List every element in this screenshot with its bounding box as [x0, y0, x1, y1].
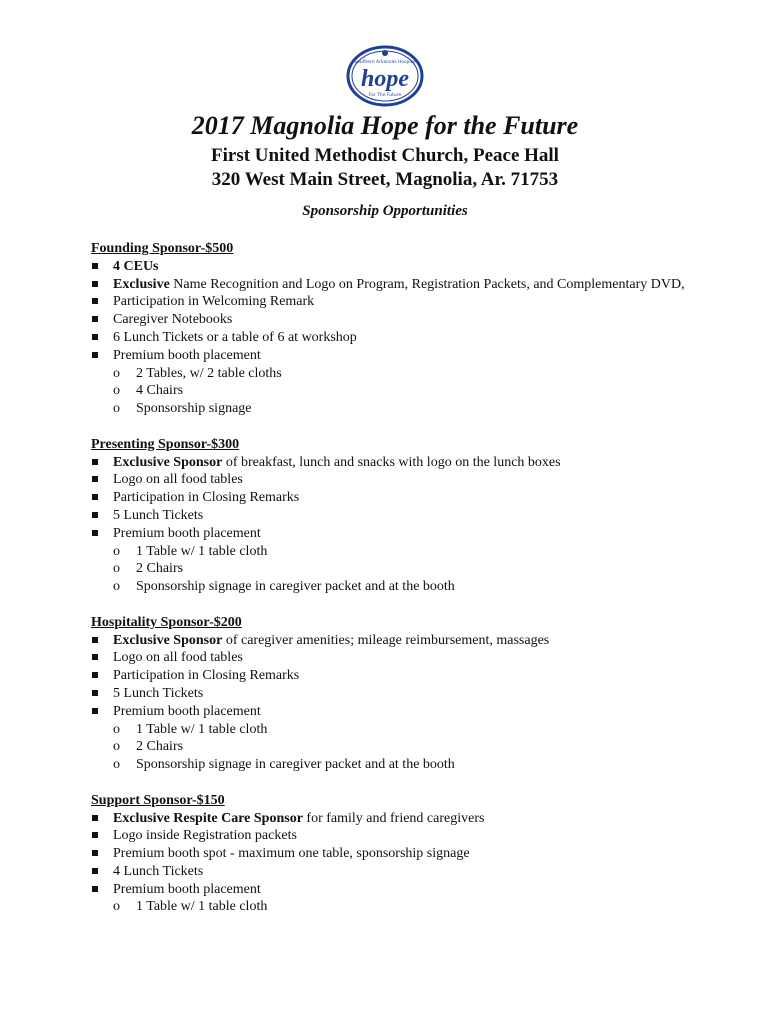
- sub-benefit-list: [91, 898, 731, 916]
- benefit-text: Participation in Welcoming Remark: [113, 294, 315, 310]
- benefit-item: [91, 649, 731, 667]
- benefit-item: [91, 293, 731, 311]
- benefit-text: Name Recognition and Logo on Program, Registration Packets, and Complementary DVD,: [169, 276, 685, 292]
- benefit-item: [91, 881, 731, 899]
- benefit-text: Logo on all food tables: [113, 650, 243, 666]
- benefit-text: Participation in Closing Remarks: [113, 668, 300, 684]
- benefit-text: Premium booth spot - maximum one table, sponsorship signage: [113, 846, 470, 862]
- sub-benefit-item: o 2 Tables, w/ 2 table cloths: [91, 365, 731, 383]
- sub-benefit-item: o 2 Chairs: [91, 738, 731, 756]
- sub-benefit-list: [91, 365, 731, 418]
- sub-benefit-item: o 1 Table w/ 1 table cloth: [91, 721, 731, 739]
- logo-tagline: For The Future: [368, 93, 402, 98]
- sub-benefit-item: o 2 Chairs: [91, 560, 731, 578]
- benefit-item: [91, 329, 731, 347]
- benefit-text: Logo on all food tables: [113, 472, 243, 488]
- sub-benefit-group: [91, 365, 731, 418]
- address-line: 320 West Main Street, Magnolia, Ar. 71753: [211, 169, 559, 190]
- benefit-text: for family and friend caregivers: [302, 810, 485, 826]
- benefit-emphasis: 4 CEUs: [113, 258, 159, 274]
- benefit-item: [91, 703, 731, 721]
- sub-benefit-item: o Sponsorship signage in caregiver packet and at the booth: [91, 756, 731, 774]
- sub-benefit-group: [91, 721, 731, 774]
- sub-benefit-item: o 1 Table w/ 1 table cloth: [91, 543, 731, 561]
- benefit-emphasis: Exclusive Sponsor: [113, 632, 223, 648]
- benefit-list: [91, 454, 731, 596]
- benefit-text: 5 Lunch Tickets: [113, 507, 204, 523]
- benefit-text: Premium booth placement: [113, 347, 261, 363]
- sub-benefit-list: [91, 721, 731, 774]
- benefit-emphasis: Exclusive Sponsor: [113, 454, 223, 470]
- sponsor-level-heading: Founding Sponsor-$500: [91, 241, 234, 256]
- sub-benefit-group: [91, 543, 731, 596]
- sponsor-level-heading: Hospitality Sponsor-$200: [91, 614, 242, 630]
- benefit-text: of breakfast, lunch and snacks with logo on the lunch boxes: [222, 454, 561, 470]
- benefit-text: 4 Lunch Tickets: [113, 863, 204, 879]
- benefit-emphasis: Exclusive: [113, 276, 170, 292]
- benefit-item: [91, 471, 731, 489]
- logo-small-text: Southern Arkansas Hospice: [354, 60, 416, 65]
- sponsor-section: [91, 792, 731, 917]
- benefit-item: [91, 827, 731, 845]
- benefit-item: [91, 667, 731, 685]
- benefit-item: [91, 276, 731, 294]
- benefit-item: [91, 507, 731, 525]
- hope-logo: [344, 44, 426, 108]
- benefit-text: 5 Lunch Tickets: [113, 685, 204, 701]
- venue-line: First United Methodist Church, Peace Hall: [211, 145, 559, 166]
- benefit-item: [91, 311, 731, 329]
- sponsorship-sections: [91, 240, 731, 934]
- sponsor-level-heading: Presenting Sponsor-$300: [91, 436, 240, 452]
- page-title: 2017 Magnolia Hope for the Future: [191, 111, 579, 140]
- benefit-text: Participation in Closing Remarks: [113, 490, 300, 506]
- logo-word: hope: [361, 66, 409, 92]
- benefit-item: [91, 810, 731, 828]
- benefit-list: [91, 810, 731, 917]
- sponsor-level-heading: Support Sponsor-$150: [91, 792, 225, 808]
- sub-benefit-item: o 1 Table w/ 1 table cloth: [91, 898, 731, 916]
- sub-benefit-item: o Sponsorship signage in caregiver packet and at the booth: [91, 578, 731, 596]
- benefit-emphasis: Exclusive Respite Care Sponsor: [113, 810, 303, 826]
- benefit-item: [91, 685, 731, 703]
- benefit-text: Premium booth placement: [113, 881, 261, 897]
- hope-logo-graphic: [344, 44, 426, 108]
- sub-benefit-item: o 4 Chairs: [91, 382, 731, 400]
- benefit-text: of caregiver amenities; mileage reimbursement, massages: [222, 632, 550, 648]
- benefit-list: [91, 258, 731, 418]
- sub-benefit-group: [91, 898, 731, 916]
- benefit-item: [91, 489, 731, 507]
- benefit-text: Premium booth placement: [113, 703, 261, 719]
- benefit-item: [91, 347, 731, 365]
- sub-benefit-list: [91, 543, 731, 596]
- benefit-item: [91, 863, 731, 881]
- benefit-item: [91, 454, 731, 472]
- benefit-item: [91, 845, 731, 863]
- benefit-item: [91, 525, 731, 543]
- sponsor-section: [91, 614, 731, 774]
- benefit-text: Caregiver Notebooks: [113, 312, 233, 328]
- benefit-item: [91, 632, 731, 650]
- sponsor-section: [91, 436, 731, 596]
- benefit-text: Premium booth placement: [113, 525, 261, 541]
- benefit-item: [91, 258, 731, 276]
- benefit-text: 6 Lunch Tickets or a table of 6 at workshop: [113, 329, 357, 345]
- sponsorship-opportunities-heading: Sponsorship Opportunities: [302, 203, 468, 219]
- benefit-list: [91, 632, 731, 774]
- sub-benefit-item: o Sponsorship signage: [91, 400, 731, 418]
- sponsor-section: [91, 240, 731, 418]
- benefit-text: Logo inside Registration packets: [113, 828, 297, 844]
